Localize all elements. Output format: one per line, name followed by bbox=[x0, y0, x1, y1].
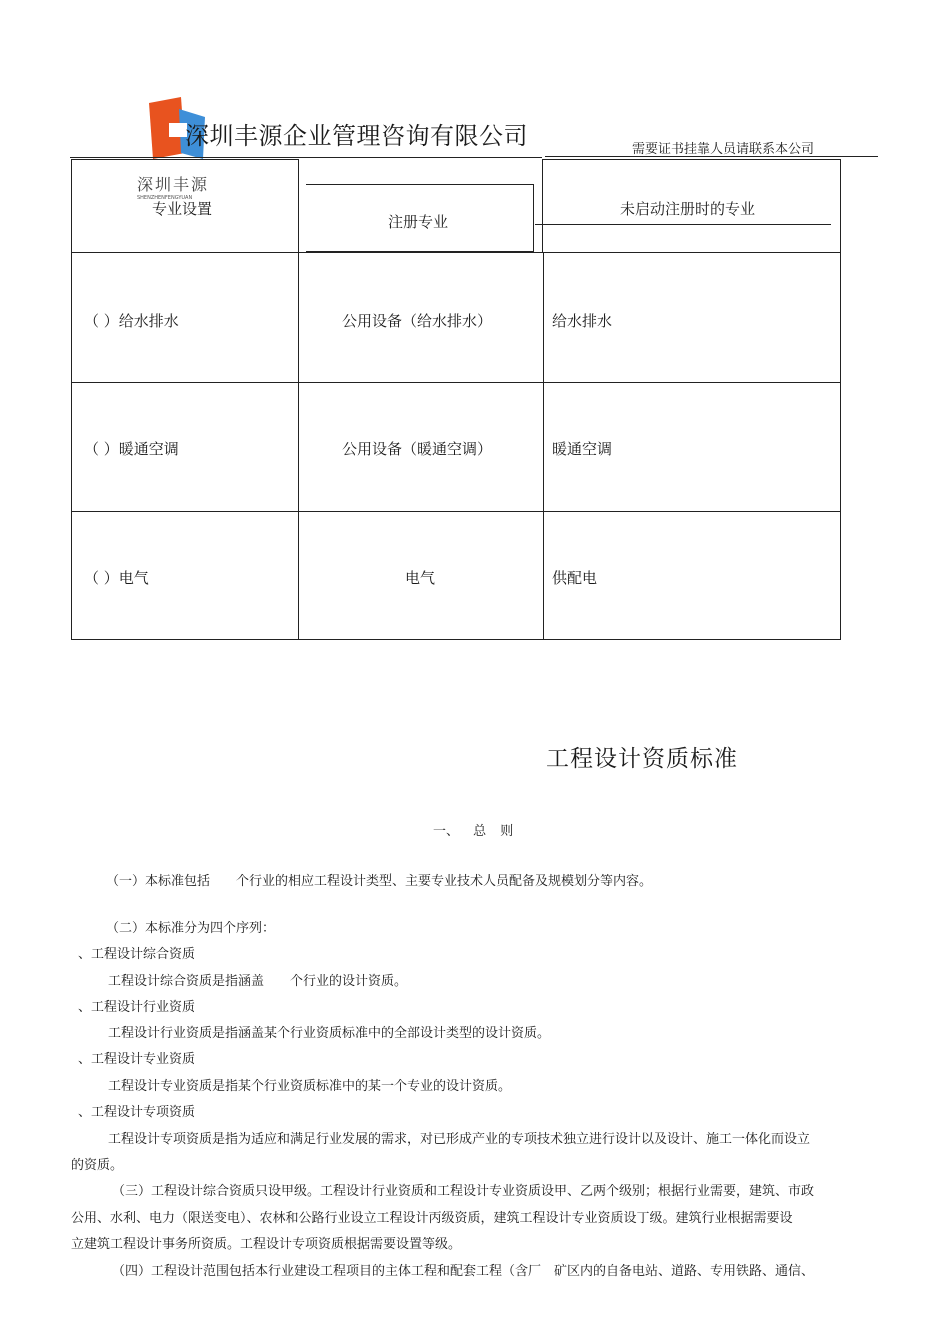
paragraph: 工程设计综合资质是指涵盖 个行业的设计资质。 bbox=[108, 974, 408, 989]
list-item-heading: 、工程设计行业资质 bbox=[78, 1000, 196, 1015]
contact-note: 需要证书挂靠人员请联系本公司 bbox=[632, 142, 815, 157]
list-item-heading: 、工程设计专项资质 bbox=[78, 1105, 196, 1120]
watermark-stamp-subtext: SHENZHENFENGYUAN bbox=[137, 195, 193, 201]
table-header-pre-registration-specialty: 未启动注册时的专业 bbox=[620, 200, 756, 218]
company-name: 深圳丰源企业管理咨询有限公司 bbox=[185, 122, 528, 150]
paragraph: 工程设计专业资质是指某个行业资质标准中的某一个专业的设计资质。 bbox=[108, 1079, 512, 1094]
watermark-stamp-text: 深圳丰源 bbox=[137, 175, 210, 194]
list-item-heading: 、工程设计专业资质 bbox=[78, 1052, 196, 1067]
table-cell-text-r1-c1: （ ）给水排水 bbox=[84, 312, 179, 330]
paragraph: （三）工程设计综合资质只设甲级。工程设计行业资质和工程设计专业资质设甲、乙两个级别；根据行业需要，建筑、市政 bbox=[112, 1184, 815, 1199]
paragraph: （二）本标准分为四个序列： bbox=[106, 921, 276, 936]
table-header-underline-3 bbox=[535, 224, 831, 225]
header-divider-left bbox=[70, 157, 542, 158]
table-cell-text-r3-c3: 供配电 bbox=[552, 569, 598, 587]
table-header-registered-specialty: 注册专业 bbox=[388, 213, 449, 231]
table-cell-text-r3-c2: 电气 bbox=[405, 569, 436, 587]
paragraph: 工程设计专项资质是指为适应和满足行业发展的需求，对已形成产业的专项技术独立进行设计以及设计、施工一体化而设立 bbox=[108, 1132, 811, 1147]
paragraph: 的资质。 bbox=[71, 1158, 124, 1173]
paragraph: 工程设计行业资质是指涵盖某个行业资质标准中的全部设计类型的设计资质。 bbox=[108, 1026, 551, 1041]
table-cell-text-r2-c1: （ ）暖通空调 bbox=[84, 440, 179, 458]
section-heading: 一、 总 则 bbox=[433, 824, 514, 839]
table-cell-text-r1-c3: 给水排水 bbox=[552, 312, 613, 330]
list-item-heading: 、工程设计综合资质 bbox=[78, 947, 196, 962]
table-cell-text-r1-c2: 公用设备（给水排水） bbox=[342, 312, 493, 330]
paragraph: （四）工程设计范围包括本行业建设工程项目的主体工程和配套工程（含厂 矿区内的自备电站、道路、专用铁路、通信、 bbox=[112, 1264, 815, 1279]
table-cell-text-r3-c1: （ ）电气 bbox=[84, 569, 149, 587]
table-header-specialty-setting: 专业设置 bbox=[152, 200, 213, 218]
table-cell-text-r2-c3: 暖通空调 bbox=[552, 440, 613, 458]
paragraph: （一）本标准包括 个行业的相应工程设计类型、主要专业技术人员配备及规模划分等内容。 bbox=[106, 874, 653, 889]
header-divider-right bbox=[545, 156, 878, 157]
document-title: 工程设计资质标准 bbox=[546, 746, 738, 772]
paragraph: 立建筑工程设计事务所资质。工程设计专项资质根据需要设置等级。 bbox=[71, 1237, 462, 1252]
table-cell-text-r2-c2: 公用设备（暖通空调） bbox=[342, 440, 493, 458]
paragraph: 公用、水利、电力（限送变电）、农林和公路行业设立工程设计丙级资质，建筑工程设计专业资质设丁级。建筑行业根据需要设 bbox=[71, 1211, 793, 1226]
